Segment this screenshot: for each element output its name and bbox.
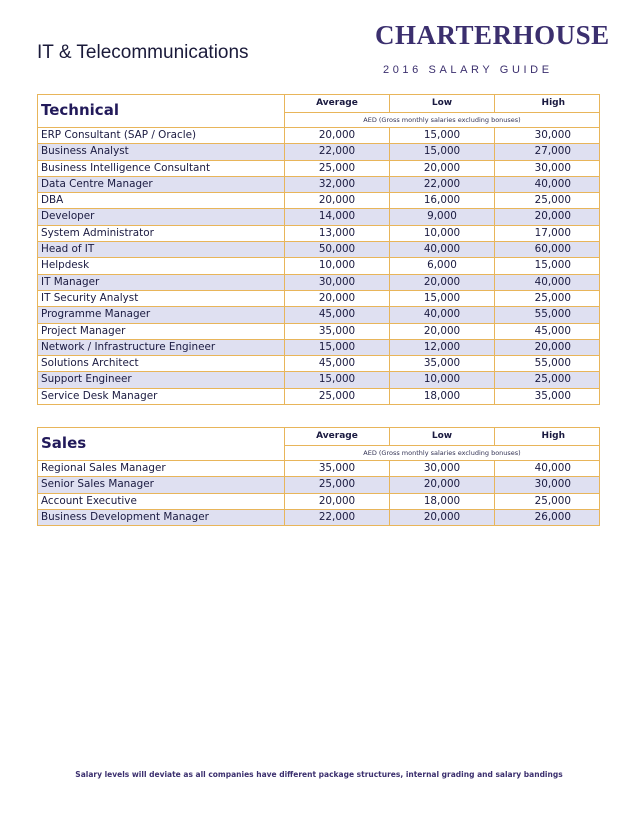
table-row [38,323,600,339]
role-cell: Support Engineer [38,372,285,388]
role-cell: Business Intelligence Consultant [38,160,285,176]
table-row [38,388,600,404]
low-salary-cell: 12,000 [390,339,495,355]
low-salary-cell: 35,000 [390,356,495,372]
table-row [38,160,600,176]
average-salary-cell: 50,000 [285,242,390,258]
average-salary-cell: 25,000 [285,160,390,176]
column-header-low: Low [390,428,495,446]
average-salary-cell: 15,000 [285,339,390,355]
table-row [38,461,600,477]
low-salary-cell: 40,000 [390,242,495,258]
high-salary-cell: 60,000 [495,242,600,258]
high-salary-cell: 30,000 [495,160,600,176]
brand-tagline: 2016 SALARY GUIDE [383,64,553,76]
role-cell: IT Manager [38,274,285,290]
average-salary-cell: 22,000 [285,509,390,525]
role-cell: Head of IT [38,242,285,258]
low-salary-cell: 20,000 [390,509,495,525]
role-cell: Helpdesk [38,258,285,274]
average-salary-cell: 15,000 [285,372,390,388]
low-salary-cell: 22,000 [390,176,495,192]
average-salary-cell: 35,000 [285,323,390,339]
low-salary-cell: 15,000 [390,144,495,160]
low-salary-cell: 20,000 [390,477,495,493]
role-cell: Network / Infrastructure Engineer [38,339,285,355]
table-row [38,307,600,323]
average-salary-cell: 25,000 [285,388,390,404]
average-salary-cell: 13,000 [285,225,390,241]
high-salary-cell: 45,000 [495,323,600,339]
low-salary-cell: 15,000 [390,290,495,306]
average-salary-cell: 32,000 [285,176,390,192]
role-cell: System Administrator [38,225,285,241]
high-salary-cell: 20,000 [495,339,600,355]
role-cell: Developer [38,209,285,225]
average-salary-cell: 45,000 [285,307,390,323]
low-salary-cell: 18,000 [390,388,495,404]
table-row [38,372,600,388]
high-salary-cell: 25,000 [495,372,600,388]
table-row [38,144,600,160]
average-salary-cell: 22,000 [285,144,390,160]
role-cell: Senior Sales Manager [38,477,285,493]
high-salary-cell: 40,000 [495,461,600,477]
table-row [38,176,600,192]
average-salary-cell: 30,000 [285,274,390,290]
table-row [38,193,600,209]
role-cell: Business Analyst [38,144,285,160]
high-salary-cell: 25,000 [495,290,600,306]
average-salary-cell: 20,000 [285,128,390,144]
table-row [38,274,600,290]
high-salary-cell: 35,000 [495,388,600,404]
high-salary-cell: 17,000 [495,225,600,241]
high-salary-cell: 30,000 [495,477,600,493]
table-row [38,225,600,241]
role-cell: Data Centre Manager [38,176,285,192]
column-header-high: High [495,95,600,113]
low-salary-cell: 18,000 [390,493,495,509]
low-salary-cell: 10,000 [390,372,495,388]
average-salary-cell: 10,000 [285,258,390,274]
technical-salary-table [37,94,600,405]
low-salary-cell: 15,000 [390,128,495,144]
table-row [38,209,600,225]
average-salary-cell: 35,000 [285,461,390,477]
column-header-average: Average [285,95,390,113]
high-salary-cell: 40,000 [495,274,600,290]
low-salary-cell: 20,000 [390,323,495,339]
high-salary-cell: 55,000 [495,307,600,323]
high-salary-cell: 15,000 [495,258,600,274]
high-salary-cell: 40,000 [495,176,600,192]
role-cell: IT Security Analyst [38,290,285,306]
low-salary-cell: 20,000 [390,160,495,176]
average-salary-cell: 20,000 [285,290,390,306]
average-salary-cell: 20,000 [285,493,390,509]
table-row [38,493,600,509]
role-cell: Business Development Manager [38,509,285,525]
footnote: Salary levels will deviate as all companies have different package structures, internal grading and salary bandings [75,770,563,779]
role-cell: Service Desk Manager [38,388,285,404]
high-salary-cell: 27,000 [495,144,600,160]
role-cell: Account Executive [38,493,285,509]
column-header-average: Average [285,428,390,446]
low-salary-cell: 9,000 [390,209,495,225]
role-cell: ERP Consultant (SAP / Oracle) [38,128,285,144]
high-salary-cell: 55,000 [495,356,600,372]
sales-salary-table [37,427,600,526]
page-title: IT & Telecommunications [37,42,249,63]
table-row [38,290,600,306]
section-title-sales: Sales [38,428,285,461]
average-salary-cell: 25,000 [285,477,390,493]
role-cell: DBA [38,193,285,209]
table-row [38,509,600,525]
table-row [38,258,600,274]
table-row [38,477,600,493]
table-row [38,242,600,258]
low-salary-cell: 40,000 [390,307,495,323]
table-row [38,356,600,372]
average-salary-cell: 45,000 [285,356,390,372]
table-row [38,128,600,144]
average-salary-cell: 14,000 [285,209,390,225]
column-header-low: Low [390,95,495,113]
unit-note: AED (Gross monthly salaries excluding bonuses) [285,112,600,127]
role-cell: Project Manager [38,323,285,339]
low-salary-cell: 10,000 [390,225,495,241]
high-salary-cell: 25,000 [495,493,600,509]
column-header-high: High [495,428,600,446]
section-title-technical: Technical [38,95,285,128]
high-salary-cell: 30,000 [495,128,600,144]
role-cell: Regional Sales Manager [38,461,285,477]
low-salary-cell: 16,000 [390,193,495,209]
role-cell: Solutions Architect [38,356,285,372]
unit-note: AED (Gross monthly salaries excluding bonuses) [285,445,600,460]
table-row [38,339,600,355]
high-salary-cell: 26,000 [495,509,600,525]
high-salary-cell: 20,000 [495,209,600,225]
brand-logo: CHARTERHOUSE [375,20,610,50]
average-salary-cell: 20,000 [285,193,390,209]
low-salary-cell: 20,000 [390,274,495,290]
low-salary-cell: 6,000 [390,258,495,274]
role-cell: Programme Manager [38,307,285,323]
low-salary-cell: 30,000 [390,461,495,477]
high-salary-cell: 25,000 [495,193,600,209]
